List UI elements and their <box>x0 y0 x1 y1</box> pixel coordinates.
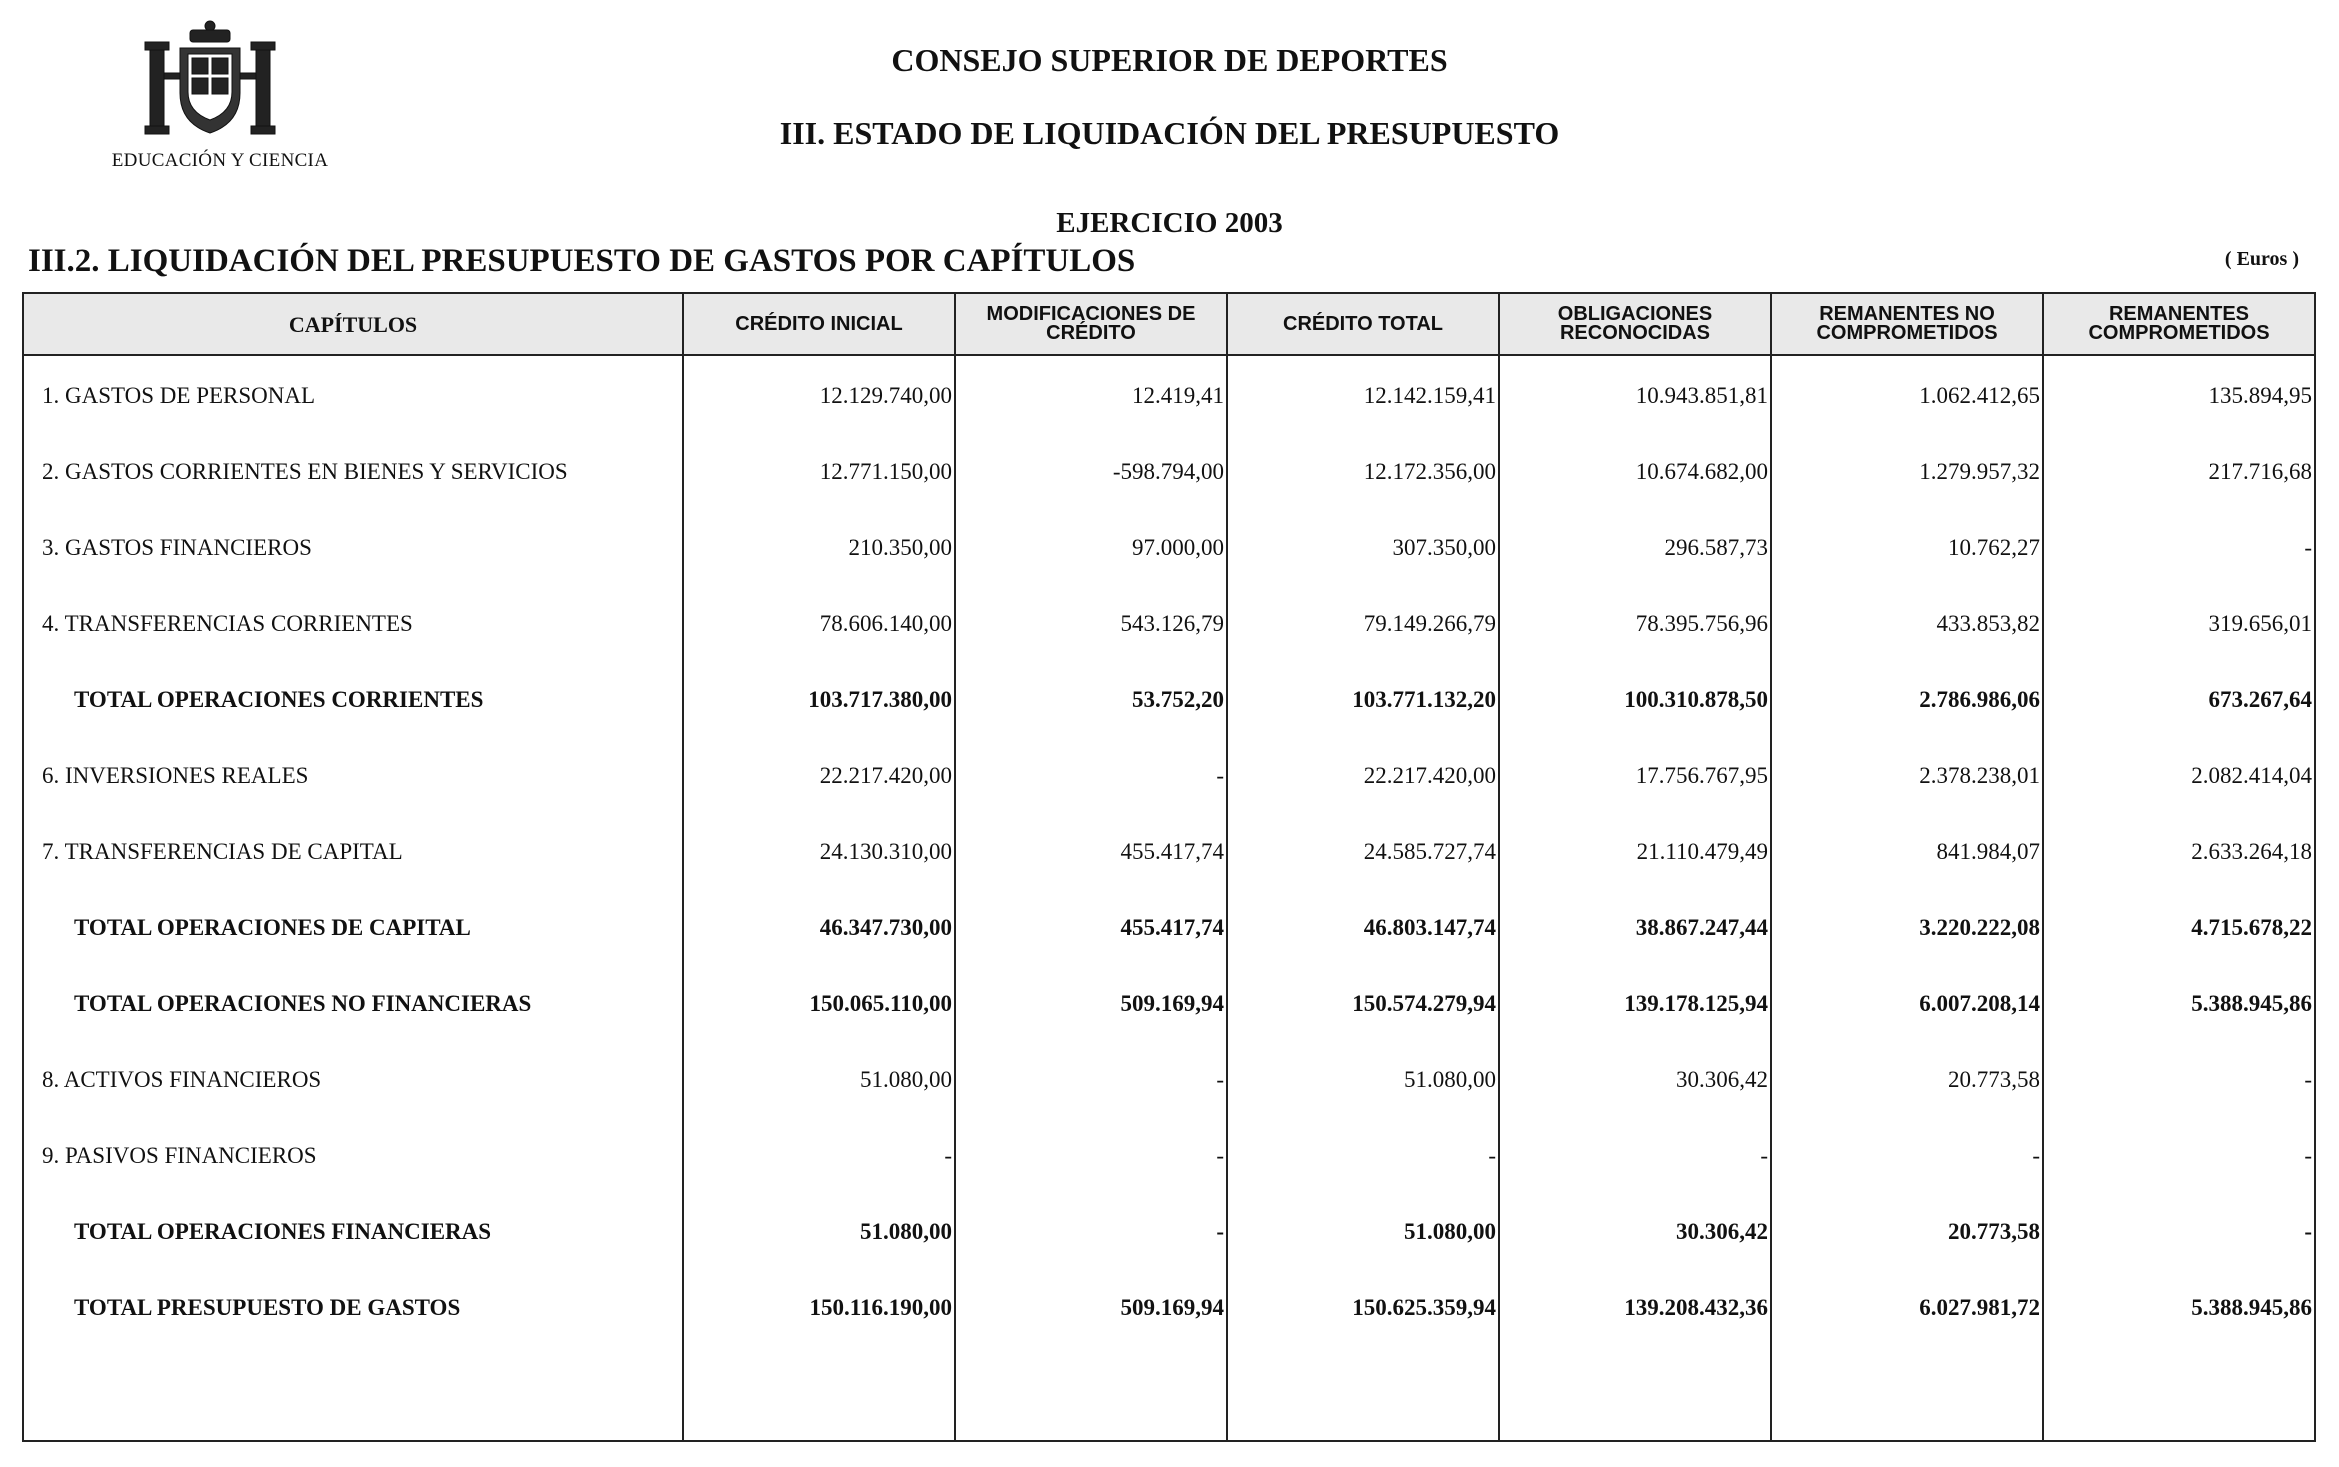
row-value: 78.606.140,00 <box>819 611 952 636</box>
row-value: 6.027.981,72 <box>1919 1295 2040 1320</box>
table-row <box>24 358 2314 434</box>
row-value: 79.149.266,79 <box>1363 611 1496 636</box>
report-title: III. ESTADO DE LIQUIDACIÓN DEL PRESUPUESTO <box>779 115 1560 151</box>
row-value: 12.129.740,00 <box>819 383 952 408</box>
row-value: 10.943.851,81 <box>1635 383 1768 408</box>
row-value: 6.007.208,14 <box>1919 991 2040 1016</box>
row-value: 5.388.945,86 <box>2191 1295 2312 1320</box>
row-label: TOTAL PRESUPUESTO DE GASTOS <box>74 1295 461 1320</box>
row-value: 3.220.222,08 <box>1919 915 2040 940</box>
row-value: 20.773,58 <box>1948 1067 2040 1092</box>
row-value: 46.803.147,74 <box>1363 915 1496 940</box>
row-label: TOTAL OPERACIONES FINANCIERAS <box>74 1219 492 1244</box>
table-total-row <box>24 1194 2314 1270</box>
row-value: 150.625.359,94 <box>1352 1295 1496 1320</box>
row-value: - <box>2304 1143 2312 1168</box>
table-total-row <box>24 1270 2314 1346</box>
row-value: 20.773,58 <box>1948 1219 2040 1244</box>
row-value: 2.082.414,04 <box>2191 763 2312 788</box>
row-value: -598.794,00 <box>1112 459 1224 484</box>
table-row <box>24 434 2314 510</box>
units-label: ( Euros ) <box>2224 248 2299 270</box>
row-value: 150.065.110,00 <box>809 991 952 1016</box>
row-value: 22.217.420,00 <box>819 763 952 788</box>
table-row <box>24 586 2314 662</box>
row-label: 4. TRANSFERENCIAS CORRIENTES <box>42 611 413 636</box>
table-row <box>24 738 2314 814</box>
row-value: 5.388.945,86 <box>2191 991 2312 1016</box>
row-value: 10.674.682,00 <box>1635 459 1768 484</box>
row-value: 210.350,00 <box>848 535 952 560</box>
row-value: 841.984,07 <box>1936 839 2040 864</box>
row-value: 22.217.420,00 <box>1363 763 1496 788</box>
row-value: 24.585.727,74 <box>1363 839 1496 864</box>
row-value: 217.716,68 <box>2208 459 2312 484</box>
row-value: - <box>2304 535 2312 560</box>
row-label: 6. INVERSIONES REALES <box>42 763 309 788</box>
row-value: 1.279.957,32 <box>1919 459 2040 484</box>
row-value: 38.867.247,44 <box>1635 915 1768 940</box>
row-value: 296.587,73 <box>1664 535 1768 560</box>
row-label: TOTAL OPERACIONES DE CAPITAL <box>74 915 471 940</box>
row-label: 2. GASTOS CORRIENTES EN BIENES Y SERVICIOS <box>42 459 568 484</box>
row-value: 78.395.756,96 <box>1635 611 1768 636</box>
organization-title: CONSEJO SUPERIOR DE DEPORTES <box>891 42 1448 78</box>
row-value: - <box>1760 1143 1768 1168</box>
row-value: 150.574.279,94 <box>1352 991 1496 1016</box>
row-value: - <box>2032 1143 2040 1168</box>
row-value: 12.172.356,00 <box>1363 459 1496 484</box>
row-label: 9. PASIVOS FINANCIEROS <box>42 1143 317 1168</box>
table-total-row <box>24 890 2314 966</box>
row-value: 46.347.730,00 <box>819 915 952 940</box>
row-value: 319.656,01 <box>2208 611 2312 636</box>
section-title: III.2. LIQUIDACIÓN DEL PRESUPUESTO DE GASTOS POR CAPÍTULOS <box>28 243 1136 279</box>
row-value: 509.169,94 <box>1120 991 1224 1016</box>
row-value: 433.853,82 <box>1936 611 2040 636</box>
row-value: 2.633.264,18 <box>2191 839 2312 864</box>
row-value: 2.378.238,01 <box>1919 763 2040 788</box>
row-value: 30.306,42 <box>1676 1219 1768 1244</box>
table-header-row <box>24 294 2314 354</box>
column-header-remanentes-no-comprometidos: REMANENTES NO COMPROMETIDOS <box>1816 303 1998 344</box>
table-row <box>24 814 2314 890</box>
row-value: 51.080,00 <box>860 1067 952 1092</box>
table-total-row <box>24 662 2314 738</box>
row-value: 139.178.125,94 <box>1624 991 1768 1016</box>
row-value: 2.786.986,06 <box>1919 687 2040 712</box>
row-value: - <box>1216 763 1224 788</box>
row-value: 12.771.150,00 <box>819 459 952 484</box>
row-value: 100.310.878,50 <box>1624 687 1768 712</box>
row-label: TOTAL OPERACIONES CORRIENTES <box>74 687 484 712</box>
row-label: 7. TRANSFERENCIAS DE CAPITAL <box>42 839 403 864</box>
row-value: - <box>1216 1143 1224 1168</box>
row-value: 150.116.190,00 <box>809 1295 952 1320</box>
row-value: - <box>2304 1067 2312 1092</box>
header-divider <box>24 354 2314 356</box>
row-value: 97.000,00 <box>1132 535 1224 560</box>
row-value: - <box>1216 1219 1224 1244</box>
table-row <box>24 1118 2314 1194</box>
row-value: 455.417,74 <box>1120 915 1224 940</box>
row-value: - <box>1216 1067 1224 1092</box>
row-value: 4.715.678,22 <box>2191 915 2312 940</box>
row-value: 509.169,94 <box>1120 1295 1224 1320</box>
row-value: 103.717.380,00 <box>808 687 952 712</box>
column-header-obligaciones: OBLIGACIONES RECONOCIDAS <box>1557 303 1713 344</box>
row-value: - <box>944 1143 952 1168</box>
column-header-capitulos: CAPÍTULOS <box>288 311 418 337</box>
row-value: 455.417,74 <box>1120 839 1224 864</box>
column-header-credito-total: CRÉDITO TOTAL <box>1283 312 1443 335</box>
row-value: 103.771.132,20 <box>1352 687 1496 712</box>
row-value: 139.208.432,36 <box>1624 1295 1768 1320</box>
table-row <box>24 1042 2314 1118</box>
row-value: 10.762,27 <box>1948 535 2040 560</box>
row-label: 1. GASTOS DE PERSONAL <box>42 383 316 408</box>
column-header-remanentes-comprometidos: REMANENTES COMPROMETIDOS <box>2088 303 2270 344</box>
row-value: 307.350,00 <box>1392 535 1496 560</box>
ministry-label: EDUCACIÓN Y CIENCIA <box>111 150 329 171</box>
column-header-credito-inicial: CRÉDITO INICIAL <box>735 312 903 335</box>
row-label: TOTAL OPERACIONES NO FINANCIERAS <box>74 991 532 1016</box>
budget-table <box>22 292 2316 1442</box>
row-value: - <box>2304 1219 2312 1244</box>
row-value: 30.306,42 <box>1676 1067 1768 1092</box>
row-value: 12.142.159,41 <box>1363 383 1496 408</box>
row-value: 135.894,95 <box>2208 383 2312 408</box>
row-value: 17.756.767,95 <box>1635 763 1768 788</box>
row-label: 3. GASTOS FINANCIEROS <box>42 535 312 560</box>
column-header-modificaciones: MODIFICACIONES DE CRÉDITO <box>986 303 1196 344</box>
table-total-row <box>24 966 2314 1042</box>
row-label: 8. ACTIVOS FINANCIEROS <box>42 1067 322 1092</box>
row-value: - <box>1488 1143 1496 1168</box>
row-value: 12.419,41 <box>1132 383 1224 408</box>
row-value: 1.062.412,65 <box>1919 383 2040 408</box>
fiscal-year: EJERCICIO 2003 <box>1056 207 1283 239</box>
row-value: 51.080,00 <box>1404 1219 1496 1244</box>
row-value: 53.752,20 <box>1132 687 1224 712</box>
row-value: 51.080,00 <box>1404 1067 1496 1092</box>
row-value: 673.267,64 <box>2208 687 2312 712</box>
row-value: 51.080,00 <box>860 1219 952 1244</box>
row-value: 24.130.310,00 <box>819 839 952 864</box>
row-value: 21.110.479,49 <box>1636 839 1768 864</box>
table-row <box>24 510 2314 586</box>
row-value: 543.126,79 <box>1120 611 1224 636</box>
